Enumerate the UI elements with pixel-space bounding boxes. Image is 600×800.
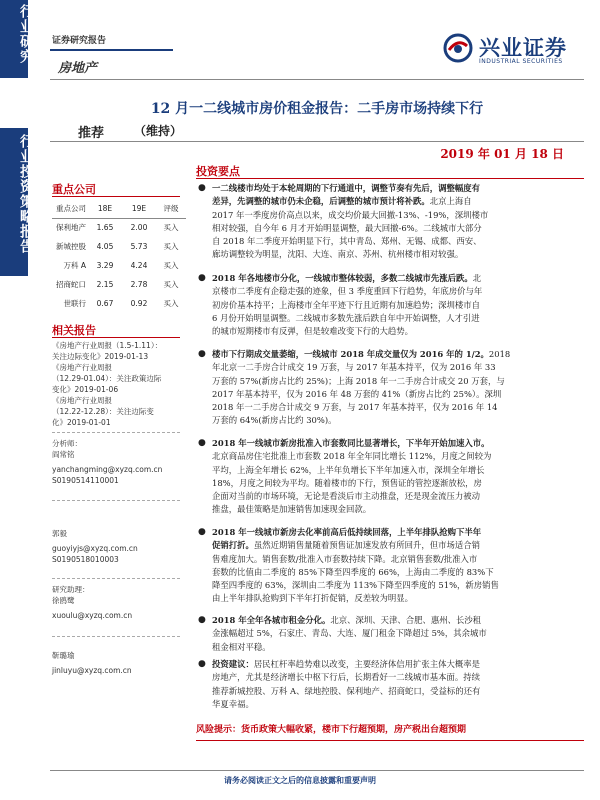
bullet-icon: ● <box>198 615 206 625</box>
sidebar-mid-block <box>0 128 34 276</box>
key-companies-table <box>52 199 186 313</box>
summary-line: 相对较强，自今年 6 月才开始明显调整，最大回撤-6%。二线城市大部分 <box>212 222 482 233</box>
related-report-line: 《房地产行业周报 <box>52 363 112 372</box>
summary-line: 廊坊调整较为明显，沈阳、大连、南京、苏州、杭州楼市相对较强。 <box>212 249 464 260</box>
assistant-email: jinluyu@xyzq.com.cn <box>52 666 132 675</box>
related-report-line: 变化》2019-01-06 <box>52 385 119 394</box>
summary-line: 投资建议：居民杠杆率趋势难以改变，主要经济体信用扩张主体大概率是 <box>212 659 480 669</box>
table-cell: 2.00 <box>130 223 148 233</box>
rating-label: 推荐 <box>78 126 105 141</box>
report-type: 证券研究报告 <box>52 36 107 46</box>
company-logo <box>443 31 583 71</box>
sidebar-top-block <box>0 0 34 78</box>
summary-line: 2017 年一季度房价高点以来，成交均价最大回撤-13%、-19%，深圳楼市 <box>212 209 489 220</box>
assistant-block <box>52 584 132 621</box>
analyst-separator <box>52 636 180 637</box>
summary-line: 降至四季度的 63%，深圳由二季度为 113%下降至四季度的 51%，新房销售 <box>212 580 499 591</box>
assistant-role: 研究助理： <box>52 585 90 594</box>
table-cell: 万科 A <box>63 261 86 270</box>
table-cell: 0.92 <box>130 299 148 308</box>
summary-line: 推荐新城控股、万科 A、绿地控股、保利地产、招商蛇口，受益标的还有 <box>212 685 481 696</box>
related-report-line: 《房地产行业周报（1.5-1.11）： <box>52 341 163 350</box>
assistant-role: 靳璐瑜 <box>52 651 75 660</box>
analyst-role: 郭毅 <box>52 529 67 538</box>
table-cell: 0.67 <box>96 299 114 308</box>
summary-line: 2018 年一线城市新房批准入市套数同比显著增长，下半年开始加速入市。 <box>212 438 490 448</box>
table-cell: 2.78 <box>130 280 148 289</box>
table-cell: 买入 <box>163 242 179 251</box>
table-cell: 2.15 <box>96 280 114 289</box>
summary-line: 平均，上海全年增长 62%，上半年负增长下半年加速入市，深圳全年增长 <box>212 464 485 475</box>
table-cell: 买入 <box>163 223 179 233</box>
header-divider <box>50 49 173 51</box>
table-header-cell: 19E <box>122 199 156 218</box>
rating-status: （维持） <box>134 124 183 138</box>
summary-line: 6 月份开始明显调整。二线城市多数先涨后跌自年中开始调整，人才引进 <box>212 312 480 323</box>
related-report-line: 《房地产行业周报 <box>52 396 112 405</box>
summary-line: 促销打折。虽然近期销售量随着预售证加速发放有所回升，但市场适合销 <box>212 540 480 551</box>
analyst-separator <box>52 432 180 433</box>
summary-line: 差异，先调整的城市仍未企稳，后调整的城市预计将补跌。北京上海自 <box>212 196 472 207</box>
summary-line: 一二线楼市均处于本轮周期的下行通道中，调整节奏有先后，调整幅度有 <box>212 183 480 193</box>
table-header-row <box>52 199 186 218</box>
summary-line: 华夏幸福。 <box>212 698 254 709</box>
summary-line: 初房价基本持平；上海楼市全年平迹下行且近期有加速趋势；深圳楼市自 <box>212 299 480 310</box>
summary-heading: 投资要点 <box>196 165 240 178</box>
related-report-line: 关注边际变化》2019-01-13 <box>52 352 149 361</box>
analyst-cert: S0190514110001 <box>52 476 119 485</box>
related-reports-heading: 相关报告 <box>52 324 96 337</box>
logo-text-en: INDUSTRIAL SECURITIES <box>479 58 563 65</box>
analyst-block <box>52 438 162 486</box>
logo-mark-icon <box>443 33 473 63</box>
table-header-cell: 重点公司 <box>52 199 88 218</box>
summary-line: 的城市短期楼市有反弹，但是较难改变下行的大趋势。 <box>212 326 413 337</box>
summary-paragraph <box>212 437 584 517</box>
summary-paragraph <box>212 182 584 262</box>
summary-line: 万套的 57%(新房占比约 25%)；上海 2018 年一二手房合计成交 20 万套，与 <box>212 375 505 386</box>
sidebar-mid-text: 行业投资策略报告 <box>18 134 34 254</box>
summary-paragraph <box>212 658 584 711</box>
table-cell: 5.73 <box>130 242 148 251</box>
key-companies-rule <box>52 196 180 197</box>
related-report-line: 化》2019-01-01 <box>52 418 111 427</box>
summary-line: 售难度加大。销售套数/批准入市套数持续下降。北京销售套数/批准入市 <box>212 553 478 564</box>
bullet-icon: ● <box>198 273 206 283</box>
sector-label: 房地产 <box>58 61 98 76</box>
summary-line: 金涨幅超过 5%，石家庄、青岛、大连、厦门租金下降超过 5%，其余城市 <box>212 628 487 639</box>
analyst-separator <box>52 578 180 579</box>
analyst-block <box>52 528 138 565</box>
summary-line: 2018 年全年各城市租金分化。北京、深圳、天津、合肥、惠州、长沙租 <box>212 615 482 625</box>
summary-line: 楼市下行期成交量萎缩，一线城市 2018 年成交量仅为 2016 年的 1/2。2018 <box>212 349 511 359</box>
summary-paragraph <box>212 348 584 428</box>
summary-line: 北京商品房住宅批准上市套数 2018 年全年同比增长 112%，月度之间较为 <box>212 451 492 462</box>
table-cell: 世联行 <box>63 299 86 308</box>
assistant-block <box>52 650 132 676</box>
table-cell: 4.05 <box>96 242 114 251</box>
title-rule <box>50 141 584 142</box>
summary-line: 年北京一二手房合计成交 19 万套，与 2017 年基本持平，仅为 2016 年 33 <box>212 362 496 373</box>
table-cell: 3.29 <box>96 261 114 270</box>
table-row <box>52 218 186 237</box>
table-cell: 保利地产 <box>56 223 86 233</box>
bullet-icon: ● <box>198 659 206 669</box>
risk-warning: 风险提示：货币政策大幅收紧，楼市下行超预期，房产税出台超预期 <box>196 725 467 735</box>
risk-rule <box>196 740 584 741</box>
summary-line: 京楼市二季度有企稳走强的迹象，但 3 季度重回下行趋势，年底房价与年 <box>212 286 483 297</box>
report-date: 2019 年 01 月 18 日 <box>440 147 564 161</box>
summary-line: 房地产，尤其是经济增长中枢下行后，长期看好一二线城市基本面。持续 <box>212 672 480 683</box>
bullet-icon: ● <box>198 438 206 448</box>
related-reports-rule <box>52 337 180 338</box>
bullet-icon: ● <box>198 527 206 537</box>
table-header-cell: 18E <box>88 199 122 218</box>
left-sidebar <box>0 0 34 800</box>
summary-line: 2018 年一二手房合计成交 9 万套，与 2017 年基本持平，仅为 2016 年 14 <box>212 402 498 413</box>
table-row <box>52 237 186 256</box>
analyst-email: yanchangming@xyzq.com.cn <box>52 465 163 474</box>
table-cell: 买入 <box>163 261 179 270</box>
header-rule <box>50 79 584 80</box>
bullet-icon: ● <box>198 349 206 359</box>
table-cell: 招商蛇口 <box>56 280 86 289</box>
summary-line: 2018 年一线城市新房去化率前高后低持续回落，上半年排队抢购下半年 <box>212 527 482 537</box>
table-cell: 买入 <box>163 280 179 289</box>
table-row <box>52 256 186 275</box>
footer-disclaimer: 请务必阅读正文之后的信息披露和重要声明 <box>224 776 376 785</box>
summary-rule <box>196 178 584 179</box>
summary-line: 2018 年各地楼市分化，一线城市整体较弱，多数二线城市先涨后跌。北 <box>212 273 482 283</box>
table-cell: 买入 <box>163 299 179 308</box>
summary-paragraph <box>212 272 584 338</box>
assistant-email: xuoulu@xyzq.com.cn <box>52 611 133 620</box>
related-report-line: （12.29-01.04）：关注政策边际 <box>52 374 162 383</box>
related-report-line: （12.22-12.28）：关注边际变 <box>52 407 154 416</box>
analyst-email: guoyiyjs@xyzq.com.cn <box>52 544 138 553</box>
table-cell: 4.24 <box>130 261 148 270</box>
analyst-cert: S0190518010003 <box>52 555 119 564</box>
summary-paragraph <box>212 526 584 606</box>
summary-line: 套数的比值由二季度的 85%下降至四季度的 66%，上海由二季度的 83%下 <box>212 566 494 577</box>
footer-rule <box>50 770 584 771</box>
bullet-icon: ● <box>198 183 206 193</box>
summary-line: 18%，月度之间较为平均。随着楼市的下行，预售证的管控逐渐放松，房 <box>212 477 482 488</box>
key-companies-heading: 重点公司 <box>52 183 96 196</box>
summary-line: 企面对当前的市场环境，无论是看淡后市主动推盘，还是现金流压力被动 <box>212 491 480 502</box>
sidebar-top-text: 行业研究 <box>18 4 34 64</box>
related-reports-list <box>52 340 162 428</box>
summary-line: 万套的 64%(新房占比约 30%)。 <box>212 415 337 426</box>
summary-line: 由上半年排队抢购到下半年打折促销，反差较为明显。 <box>212 593 413 604</box>
summary-paragraph <box>212 614 584 654</box>
assistant-name: 徐鸥鹭 <box>52 596 75 605</box>
summary-line: 自 2018 年二季度开始明显下行，其中青岛、郑州、无锡、成都、西安、 <box>212 236 482 247</box>
logo-text-cn: 兴业证券 <box>479 36 567 60</box>
analyst-name: 阎常铭 <box>52 450 75 459</box>
table-header-cell: 评级 <box>156 199 186 218</box>
table-cell: 新城控股 <box>56 242 86 251</box>
table-cell: 1.65 <box>96 223 114 233</box>
analyst-role: 分析师： <box>52 439 82 448</box>
table-row <box>52 294 186 313</box>
analyst-separator <box>52 500 180 501</box>
table-row <box>52 275 186 294</box>
summary-line: 租金相对平稳。 <box>212 641 271 652</box>
summary-line: 2017 年基本持平，仅为 2016 年 48 万套的 41%（新房占比约 25%）。深圳 <box>212 388 502 399</box>
report-title: 12 月一二线城市房价租金报告：二手房市场持续下行 <box>150 101 484 117</box>
summary-line: 推盘，最佳策略是加速销售加速现金回款。 <box>212 504 372 515</box>
